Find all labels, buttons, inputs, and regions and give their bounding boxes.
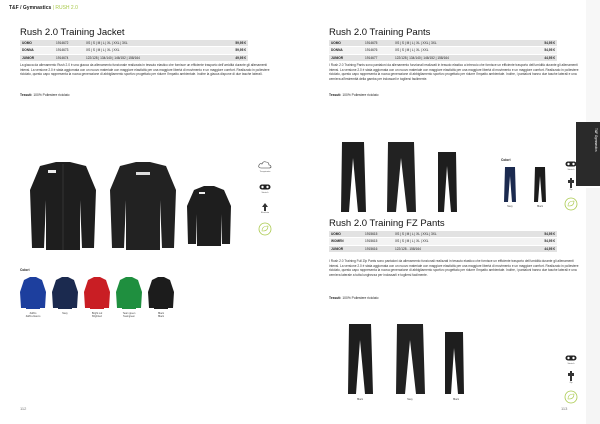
pants-description: I Rush 2.0 Training Pants sono pantaloni da allenamento funzionali realizzati in tessuto elastico a intreccio che fornisce un efficiente trasporto dell'umidità durante gli allenamenti intensi. La versione 2.0 è stata aggiornata con un nuovo materiale con maggiore elasticità per una maggiore libertà di movimento e un maggiore comfort. Realizzato in poliestere riciclato, questo capo rappresenta la nuova generazione di abbigliamento sportivo progettato per ridurre l'impatto ambientale. Inoltre, i pantaloni hanno due tasche laterali e una cerniera all'estremità della gamba per indossarli e togliersi facilmente. [329, 63, 579, 81]
page-number-right: 113 [561, 406, 568, 411]
pants-front-image [341, 142, 366, 212]
pants-title: Rush 2.0 Training Pants [329, 27, 431, 38]
swatch-caption: Navy [62, 312, 68, 315]
table-row [329, 231, 557, 238]
row-label: UOMO [329, 231, 363, 238]
row-label: UOMO [329, 40, 363, 47]
jacket-colors-label: Colori [20, 268, 30, 272]
recycled-icon [260, 202, 270, 212]
page-number-left: 112 [20, 406, 27, 411]
row-code: 1915615 [363, 231, 393, 238]
pants-colors-label: Colori [501, 158, 511, 162]
table-row [329, 54, 557, 61]
icon-caption: Riciclato [260, 212, 270, 214]
table-row [329, 47, 557, 54]
swatch-zaffiro[interactable] [20, 277, 46, 309]
icon-caption: Stretch [261, 192, 269, 194]
row-sizes: XS | S | M | L | XL | XXL | 3XL [393, 40, 525, 47]
icon-caption: Stretch [567, 363, 575, 365]
row-code: 1914674 [54, 54, 84, 61]
row-sizes: 122/128 | 134/140 | 146/152 | 158/164 [84, 54, 216, 61]
swatch-black[interactable] [148, 277, 174, 309]
swatch-caption: Black [537, 205, 543, 208]
zip-icon [567, 371, 575, 381]
jacket-size-table [20, 40, 248, 62]
pants-swatches [503, 166, 551, 204]
jacket-swatches [20, 276, 180, 312]
jacket-junior-image [187, 186, 231, 246]
table-row [329, 238, 557, 245]
fz-pants-front-image [348, 324, 373, 394]
stretch-icon [565, 354, 577, 362]
breadcrumb-separator: / [18, 5, 23, 11]
breadcrumb-pipe: | [51, 5, 56, 11]
row-sizes: 122/128 | 134/140 | 146/152 | 158/164 [393, 54, 525, 61]
swatch-black[interactable] [534, 167, 546, 202]
table-row [20, 47, 248, 54]
row-label: DONNA [329, 47, 363, 54]
swatch-caption: Zaffiro Zaffiro-bianco [25, 312, 41, 318]
side-edge-bottom [586, 188, 600, 424]
table-row [329, 245, 557, 252]
row-price: 59,95 € [216, 47, 248, 54]
row-code: 1914672 [54, 40, 84, 47]
row-label: WOMEN [329, 238, 363, 245]
fabric-label: Tessuti: [20, 93, 33, 97]
row-price: 44,95 € [525, 54, 557, 61]
row-sizes: 122/128 - 158/164 [393, 245, 525, 252]
swatch-caption: Black Black [158, 312, 164, 318]
product-caption: Navy [407, 398, 413, 401]
swatch-navy[interactable] [52, 277, 78, 309]
row-code: 1914673 [54, 47, 84, 54]
side-edge-top [586, 0, 600, 122]
swatch-caption: Team green Teamgreen [122, 312, 136, 318]
swatch-navy[interactable] [504, 167, 516, 202]
eco-leaf-icon [564, 197, 578, 211]
jacket-front-image [30, 162, 96, 250]
row-label: UOMO [20, 40, 54, 47]
row-price: 49,95 € [216, 54, 248, 61]
row-sizes: XS | S | M | L | XL | XXL [84, 47, 216, 54]
row-price: 59,95 € [216, 40, 248, 47]
breadcrumb-brand: T&F [9, 5, 19, 11]
row-code: 1915615 [363, 238, 393, 245]
pants-junior-image [438, 152, 457, 212]
row-label: JUNIOR [20, 54, 54, 61]
fz-pants-size-table [329, 231, 557, 253]
table-row [20, 54, 248, 61]
icon-caption: Traspirante [259, 171, 271, 173]
swatch-caption: Navy [507, 205, 513, 208]
fz-pants-title: Rush 2.0 Training FZ Pants [329, 218, 445, 229]
row-label: JUNIOR [329, 54, 363, 61]
row-price: 54,95 € [525, 47, 557, 54]
side-tab-label: T&F Gymnastics [594, 128, 598, 152]
row-code: 1915616 [363, 245, 393, 252]
jacket-title: Rush 2.0 Training Jacket [20, 27, 125, 38]
row-sizes: XS | S | M | L | XL | XXL | 3XL [84, 40, 216, 47]
pants-back-image [387, 142, 416, 212]
swatch-team-green[interactable] [116, 277, 142, 309]
fabric-value: 100% Poliestere riciclato [33, 93, 70, 97]
product-caption: Black [453, 398, 459, 401]
fz-pants-product-images [345, 322, 475, 396]
jacket-product-images [18, 160, 238, 256]
breadcrumb [9, 5, 78, 11]
row-sizes: XS | S | M | L | XL | XXL [393, 47, 525, 54]
jacket-fabric [20, 93, 69, 97]
row-label: JUNIOR [329, 245, 363, 252]
pants-product-images [338, 140, 468, 214]
product-caption: Black [357, 398, 363, 401]
pants-fabric [329, 93, 378, 97]
eco-leaf-icon [564, 390, 578, 404]
fabric-value: 100% Poliestere riciclato [342, 296, 379, 300]
pants-size-table [329, 40, 557, 62]
side-tab[interactable] [576, 122, 600, 186]
row-price: 54,95 € [525, 40, 557, 47]
jacket-description: La giacca da allenamento Rush 2.0 è una giacca da allenamento funzionale realizzata in tessuto elastico che fornisce un efficiente trasporto dell'umidità durante gli allenamenti intensi. La versione 2.0 è stata aggiornata con un nuovo materiale con maggiore elasticità per una maggiore libertà di movimento e un maggiore comfort. Realizzato in poliestere riciclato, questo capo rappresenta la nuova generazione di abbigliamento sportivo progettato per ridurre l'impatto ambientale. Inoltre la giacca dispone di due tasche laterali. [20, 63, 270, 77]
breadcrumb-series: RUSH 2.0 [55, 5, 78, 11]
swatch-bright-red[interactable] [84, 277, 110, 309]
fz-pants-fabric [329, 296, 378, 300]
row-price: 44,95 € [525, 245, 557, 252]
cloud-icon [258, 160, 272, 170]
fabric-label: Tessuti: [329, 93, 342, 97]
row-sizes: XS | S | M | L | XL | XXL [393, 238, 525, 245]
fabric-value: 100% Poliestere riciclato [342, 93, 379, 97]
fz-pants-junior-image [445, 332, 464, 394]
icon-caption: Zip [569, 189, 573, 191]
swatch-caption: Bright red Brightred [91, 312, 103, 318]
zip-icon [567, 178, 575, 188]
fz-pants-description: I Rush 2.0 Training Full Zip Pants sono pantaloni da allenamento funzionali realizzati in tessuto elastico che fornisce un efficiente trasporto dell'umidità durante gli allenamenti intensi. La versione 2.0 è stata aggiornata con un nuovo materiale con maggiore elasticità per una maggiore libertà di movimento e un maggiore comfort. Realizzato in poliestere riciclato, questo capo rappresenta la nuova generazione di abbigliamento sportivo progettato per ridurre l'impatto ambientale. Inoltre, i pantaloni hanno due tasche laterali e una cerniera laterale a tutta lunghezza per indossarli e togliersi facilmente. [329, 259, 579, 277]
row-sizes: XS | S | M | L | XL | XXL | 3XL [393, 231, 525, 238]
row-label: DONNA [20, 47, 54, 54]
row-price: 54,95 € [525, 231, 557, 238]
icon-caption: Stretch [567, 169, 575, 171]
row-price: 54,95 € [525, 238, 557, 245]
icon-caption: Zip [569, 382, 573, 384]
jacket-back-image [110, 162, 176, 250]
eco-leaf-icon [258, 222, 272, 236]
table-row [20, 40, 248, 47]
row-code: 1914676 [363, 47, 393, 54]
fz-pants-back-image [396, 324, 425, 394]
row-code: 1914677 [363, 54, 393, 61]
breadcrumb-section: Gymnastics [22, 5, 52, 11]
fabric-label: Tessuti: [329, 296, 342, 300]
table-row [329, 40, 557, 47]
row-code: 1914675 [363, 40, 393, 47]
stretch-icon [259, 183, 271, 191]
